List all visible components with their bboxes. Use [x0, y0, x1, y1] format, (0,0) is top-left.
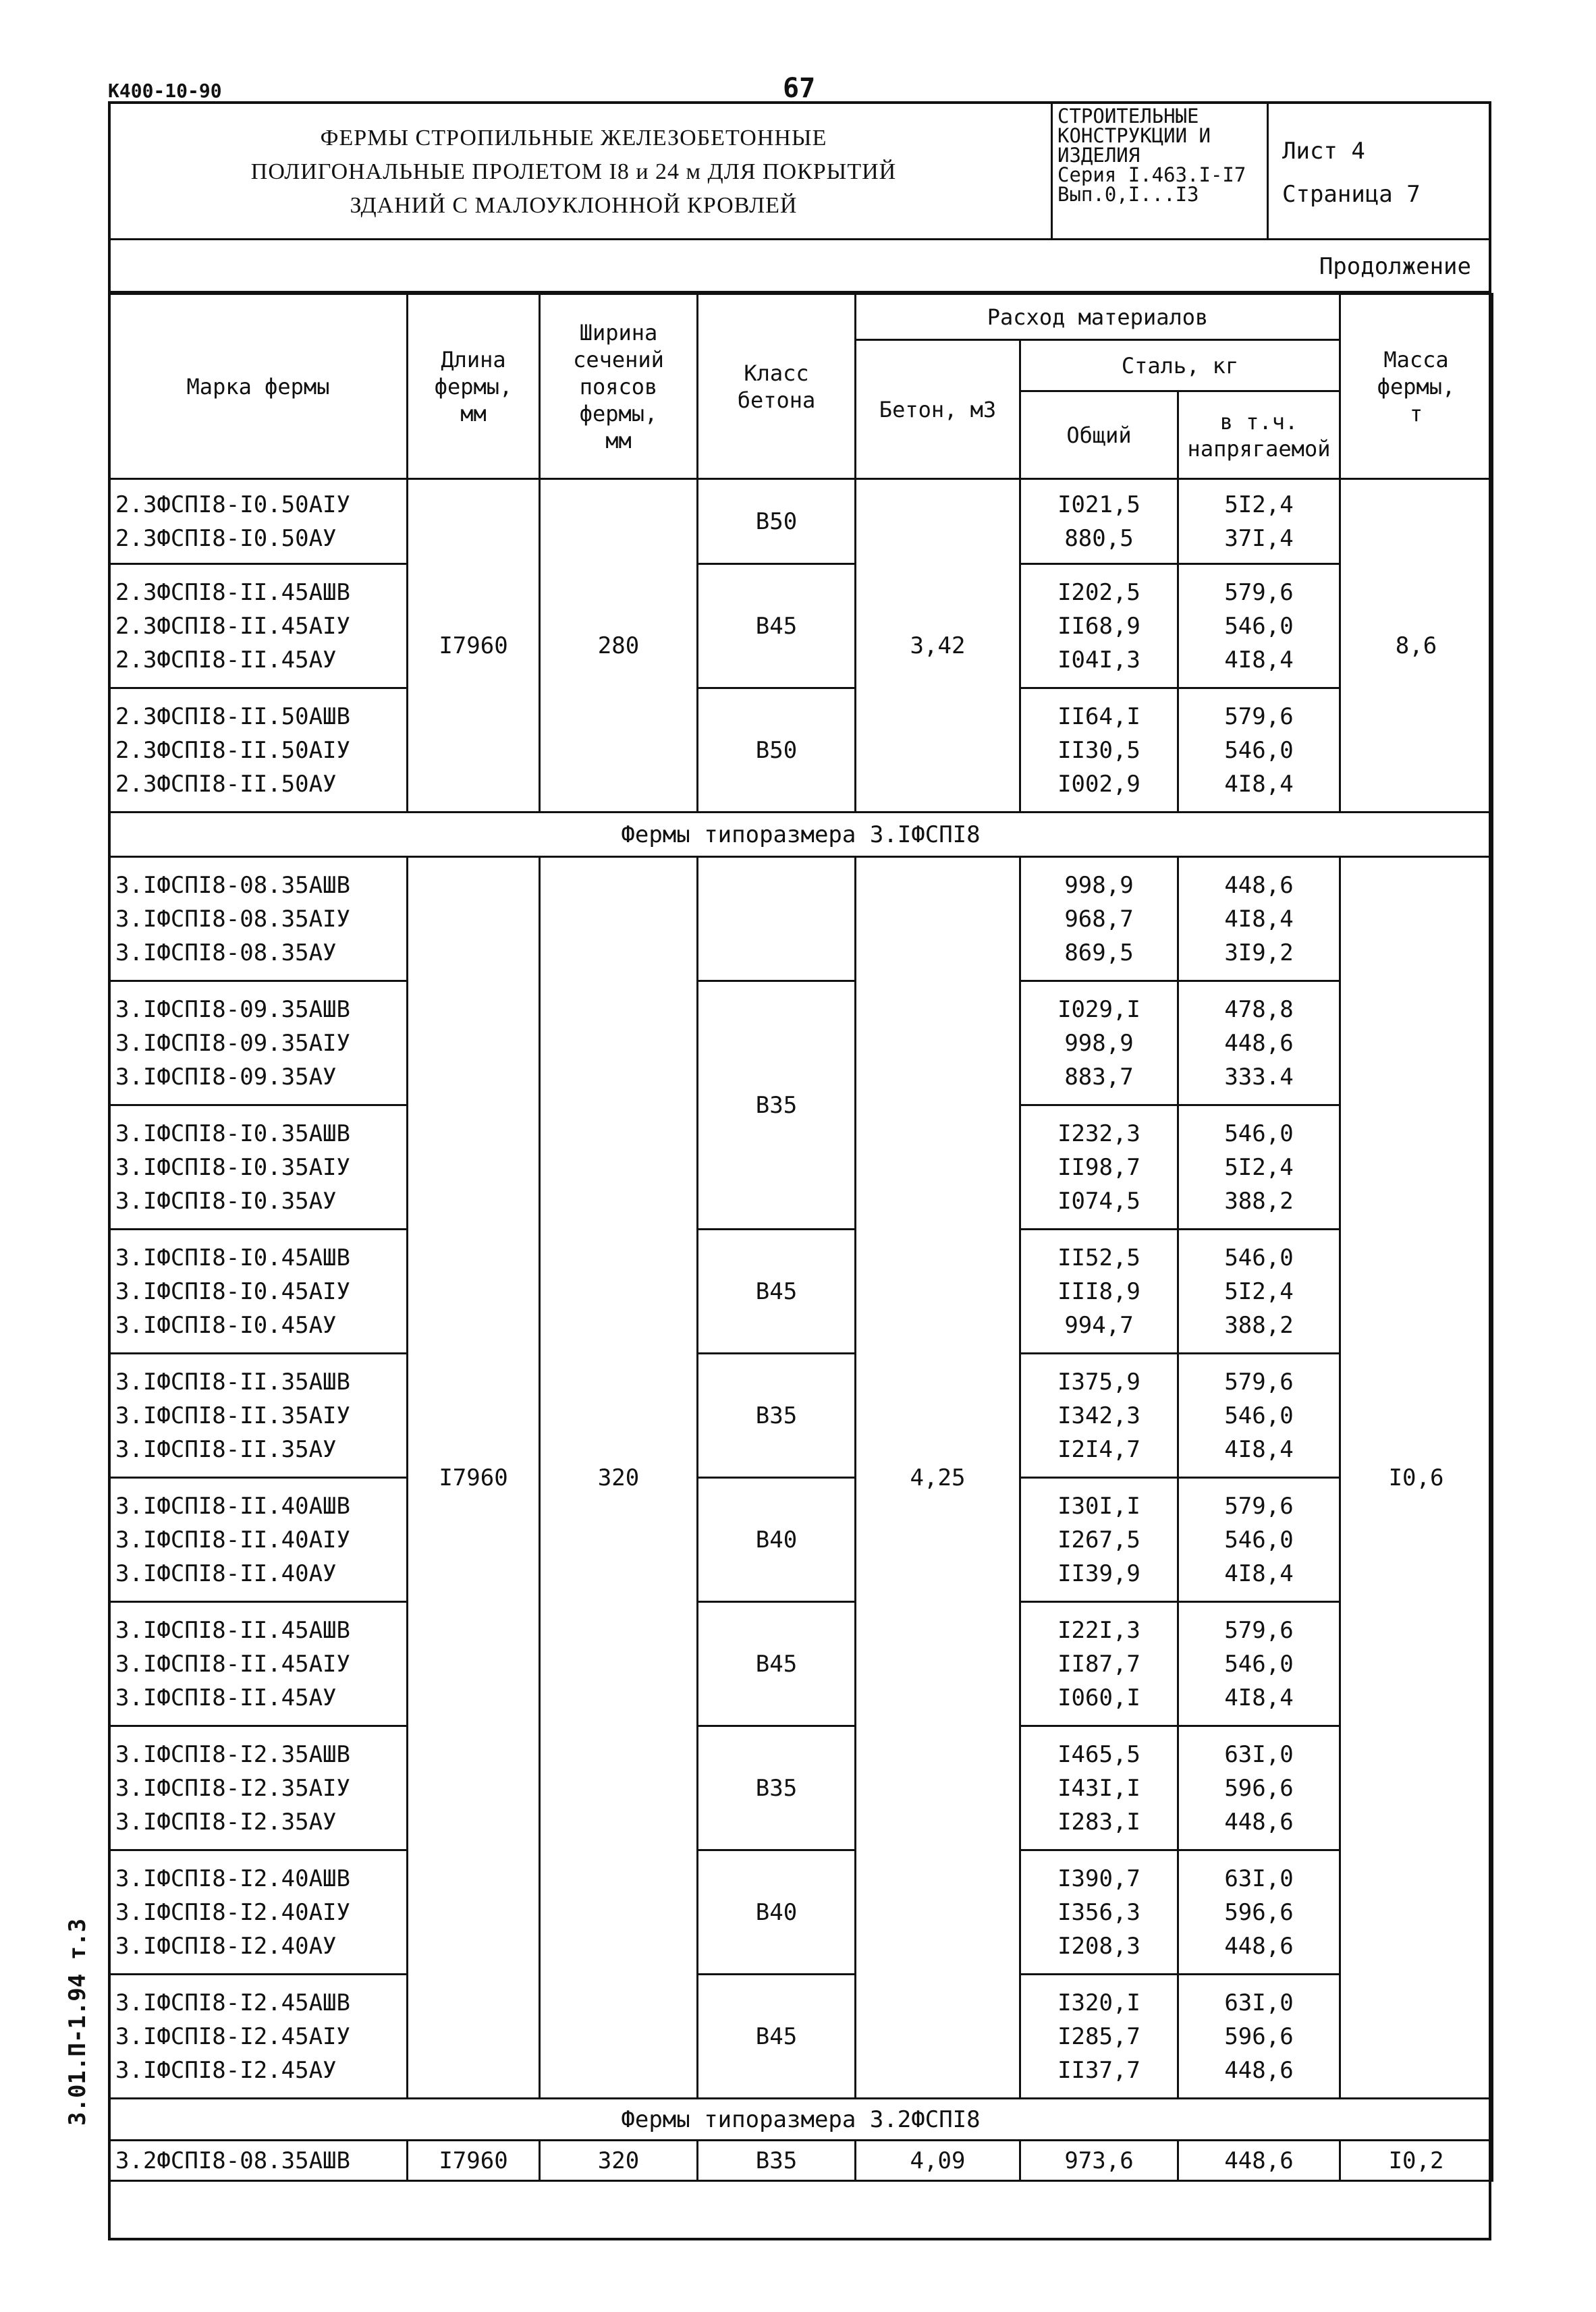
concrete-cell: 4,09 [856, 2141, 1020, 2181]
cell-line: 3.IФСПI8-II.45АIУ [115, 1650, 350, 1678]
col-steel-total: Общий [1020, 391, 1178, 479]
cell-line: 63I,0 [1224, 1740, 1294, 1768]
cell-line: 3.IФСПI8-09.35АШВ [115, 995, 350, 1023]
steel-prestressed-cell [1178, 857, 1340, 981]
concrete-cell: 4,25 [856, 857, 1020, 2099]
length-cell: I7960 [408, 857, 540, 2099]
cell-line: 63I,0 [1224, 1989, 1294, 2016]
table-row [109, 1726, 1493, 1850]
cell-line: 3.IФСПI8-I0.35АШВ [115, 1120, 350, 1147]
steel-total-cell: 973,6 [1020, 2141, 1178, 2181]
cell-line: 333.4 [1224, 1063, 1294, 1091]
cell-line: II98,7 [1057, 1153, 1140, 1181]
title-line: ЗДАНИЙ С МАЛОУКЛОННОЙ КРОВЛЕЙ [350, 193, 798, 218]
col-mark: Марка фермы [109, 294, 408, 479]
steel-prestressed-cell [1178, 479, 1340, 564]
cell-line: 4I8,4 [1224, 646, 1294, 673]
cell-line: I2I4,7 [1057, 1435, 1140, 1463]
steel-total-cell [1020, 1975, 1178, 2099]
cell-line: 869,5 [1064, 939, 1134, 966]
cell-line: 2.3ФСПI8-I0.50АУ [115, 524, 337, 552]
col-steel-prestressed: в т.ч. напрягаемой [1178, 391, 1340, 479]
steel-total-cell [1020, 688, 1178, 813]
cell-line: 546,0 [1224, 612, 1294, 640]
cell-line: II52,5 [1057, 1244, 1140, 1271]
cell-line: 883,7 [1064, 1063, 1134, 1091]
series-info [1057, 107, 1246, 204]
concrete-class-cell: В45 [698, 1602, 856, 1726]
sheet-info [1282, 130, 1421, 216]
concrete-class-cell: В50 [698, 479, 856, 564]
mark-cell: 3.2ФСПI8-08.35АШВ [109, 2141, 408, 2181]
cell-line: 388,2 [1224, 1187, 1294, 1215]
steel-prestressed-cell [1178, 564, 1340, 688]
table-row [109, 2141, 1493, 2181]
table-row [109, 479, 1493, 564]
width-cell: 280 [540, 479, 698, 813]
cell-line: 546,0 [1224, 1244, 1294, 1271]
steel-prestressed-cell [1178, 1105, 1340, 1230]
cell-line: I060,I [1057, 1684, 1140, 1711]
cell-line: 5I2,4 [1224, 491, 1294, 518]
steel-total-cell [1020, 1726, 1178, 1850]
cell-line: 3.IФСПI8-I0.45АIУ [115, 1277, 350, 1305]
concrete-class-cell: В50 [698, 688, 856, 813]
cell-line: I390,7 [1057, 1865, 1140, 1892]
steel-prestressed-cell [1178, 688, 1340, 813]
cell-line: 3.IФСПI8-II.40АIУ [115, 1526, 350, 1553]
col-width: Ширина сечений поясов фермы, мм [540, 294, 698, 479]
cell-line: I267,5 [1057, 1526, 1140, 1553]
cell-line: 3.IФСПI8-I0.35АIУ [115, 1153, 350, 1181]
cell-line: 4I8,4 [1224, 770, 1294, 798]
steel-total-cell [1020, 1354, 1178, 1478]
table-row [109, 688, 1493, 813]
concrete-class-cell: В35 [698, 1354, 856, 1478]
series-line: Вып.0,I...I3 [1057, 183, 1199, 206]
cell-line: 3I9,2 [1224, 939, 1294, 966]
cell-line: I22I,3 [1057, 1616, 1140, 1644]
cell-line: 3.IФСПI8-08.35АIУ [115, 905, 350, 933]
mark-cell [109, 1354, 408, 1478]
table-row [109, 857, 1493, 981]
cell-line: 37I,4 [1224, 524, 1294, 552]
mass-cell: I0,6 [1340, 857, 1493, 2099]
cell-line: 3.IФСПI8-II.35АУ [115, 1435, 337, 1463]
concrete-class-cell: В35 [698, 1726, 856, 1850]
steel-total-cell [1020, 857, 1178, 981]
col-concrete-class: Класс бетона [698, 294, 856, 479]
cell-line: II64,I [1057, 703, 1140, 730]
series-line: ИЗДЕЛИЯ [1057, 144, 1140, 167]
cell-line: 3.IФСПI8-I0.35АУ [115, 1187, 337, 1215]
cell-line: I43I,I [1057, 1774, 1140, 1802]
cell-line: 998,9 [1064, 1029, 1134, 1057]
concrete-class-cell: В40 [698, 1850, 856, 1975]
cell-line: 579,6 [1224, 1492, 1294, 1520]
page-number: 67 [783, 73, 816, 104]
specification-table [108, 293, 1493, 2182]
col-steel: Сталь, кг [1020, 340, 1340, 391]
section-title: Фермы типоразмера 3.2ФСПI8 [109, 2099, 1493, 2141]
table-row [109, 1850, 1493, 1975]
cell-line: I320,I [1057, 1989, 1140, 2016]
steel-prestressed-cell: 448,6 [1178, 2141, 1340, 2181]
steel-prestressed-cell [1178, 1354, 1340, 1478]
steel-prestressed-cell [1178, 1478, 1340, 1602]
cell-line: 546,0 [1224, 1650, 1294, 1678]
cell-line: 3.IФСПI8-II.40АУ [115, 1560, 337, 1587]
cell-line: I356,3 [1057, 1898, 1140, 1926]
mark-cell [109, 857, 408, 981]
cell-line: 3.IФСПI8-I2.35АIУ [115, 1774, 350, 1802]
cell-line: 448,6 [1224, 2056, 1294, 2084]
cell-line: 4I8,4 [1224, 1560, 1294, 1587]
cell-line: 546,0 [1224, 1402, 1294, 1429]
cell-line: 596,6 [1224, 2022, 1294, 2050]
steel-prestressed-cell [1178, 1602, 1340, 1726]
steel-total-cell [1020, 1230, 1178, 1354]
table-row [109, 1975, 1493, 2099]
concrete-cell: 3,42 [856, 479, 1020, 813]
section-title: Фермы типоразмера 3.IФСПI8 [109, 813, 1493, 857]
steel-total-cell [1020, 1105, 1178, 1230]
cell-line: 880,5 [1064, 524, 1134, 552]
cell-line: 994,7 [1064, 1311, 1134, 1339]
cell-line: I375,9 [1057, 1368, 1140, 1396]
header-row [109, 294, 1493, 340]
cell-line: III8,9 [1057, 1277, 1140, 1305]
table-row [109, 564, 1493, 688]
cell-line: 3.IФСПI8-I2.40АУ [115, 1932, 337, 1960]
mark-cell [109, 1602, 408, 1726]
table-row [109, 1478, 1493, 1602]
concrete-class-cell: В45 [698, 1975, 856, 2099]
cell-line: 3.IФСПI8-I2.45АШВ [115, 1989, 350, 2016]
cell-line: I074,5 [1057, 1187, 1140, 1215]
mark-cell [109, 1975, 408, 2099]
concrete-class-cell: В35 [698, 981, 856, 1230]
cell-line: II30,5 [1057, 736, 1140, 764]
cell-line: 3.IФСПI8-08.35АШВ [115, 871, 350, 899]
steel-prestressed-cell [1178, 1850, 1340, 1975]
cell-line: I002,9 [1057, 770, 1140, 798]
cell-line: 3.IФСПI8-I2.35АУ [115, 1808, 337, 1836]
section-row [109, 2099, 1493, 2141]
cell-line: 596,6 [1224, 1774, 1294, 1802]
cell-line: 63I,0 [1224, 1865, 1294, 1892]
mark-cell [109, 1478, 408, 1602]
concrete-class-cell [698, 857, 856, 981]
steel-total-cell [1020, 479, 1178, 564]
cell-line: 546,0 [1224, 736, 1294, 764]
cell-line: 596,6 [1224, 1898, 1294, 1926]
series-line: Серия I.463.I-I7 [1057, 163, 1246, 186]
steel-total-cell [1020, 1602, 1178, 1726]
concrete-class-cell: В35 [698, 2141, 856, 2181]
steel-total-cell [1020, 1850, 1178, 1975]
sheet-number: Лист 4 [1282, 138, 1365, 165]
mark-cell [109, 479, 408, 564]
cell-line: 4I8,4 [1224, 1435, 1294, 1463]
cell-line: 2.3ФСПI8-II.50АIУ [115, 736, 350, 764]
length-cell: I7960 [408, 2141, 540, 2181]
cell-line: 5I2,4 [1224, 1277, 1294, 1305]
cell-line: 579,6 [1224, 1616, 1294, 1644]
cell-line: 579,6 [1224, 703, 1294, 730]
steel-total-cell [1020, 981, 1178, 1105]
section-row [109, 813, 1493, 857]
cell-line: 579,6 [1224, 1368, 1294, 1396]
cell-line: 3.IФСПI8-II.35АШВ [115, 1368, 350, 1396]
series-line: КОНСТРУКЦИИ И [1057, 124, 1211, 147]
cell-line: 3.IФСПI8-I2.40АIУ [115, 1898, 350, 1926]
cell-line: I285,7 [1057, 2022, 1140, 2050]
col-concrete: Бетон, м3 [856, 340, 1020, 479]
cell-line: I232,3 [1057, 1120, 1140, 1147]
cell-line: 546,0 [1224, 1120, 1294, 1147]
title-line: ФЕРМЫ СТРОПИЛЬНЫЕ ЖЕЛЕЗОБЕТОННЫЕ [320, 126, 827, 150]
table-row [109, 1354, 1493, 1478]
cell-line: 3.IФСПI8-II.45АУ [115, 1684, 337, 1711]
table-row [109, 1602, 1493, 1726]
steel-prestressed-cell [1178, 1975, 1340, 2099]
cell-line: II39,9 [1057, 1560, 1140, 1587]
cell-line: 3.IФСПI8-I0.45АУ [115, 1311, 337, 1339]
cell-line: 3.IФСПI8-I2.40АШВ [115, 1865, 350, 1892]
side-code: 3.01.П-1.94 т.3 [64, 1918, 91, 2126]
cell-line: 3.IФСПI8-09.35АIУ [115, 1029, 350, 1057]
concrete-class-cell: В45 [698, 1230, 856, 1354]
mark-cell [109, 1230, 408, 1354]
mark-cell [109, 1850, 408, 1975]
cell-line: 448,6 [1224, 1029, 1294, 1057]
col-materials: Расход материалов [856, 294, 1340, 340]
cell-line: II37,7 [1057, 2056, 1140, 2084]
table-row [109, 1230, 1493, 1354]
cell-line: 448,6 [1224, 1808, 1294, 1836]
cell-line: 3.IФСПI8-08.35АУ [115, 939, 337, 966]
steel-prestressed-cell [1178, 1726, 1340, 1850]
steel-total-cell [1020, 564, 1178, 688]
cell-line: 3.IФСПI8-II.45АШВ [115, 1616, 350, 1644]
cell-line: I30I,I [1057, 1492, 1140, 1520]
cell-line: 2.3ФСПI8-I0.50АIУ [115, 491, 350, 518]
cell-line: 546,0 [1224, 1526, 1294, 1553]
cell-line: 2.3ФСПI8-II.45АШВ [115, 578, 350, 606]
cell-line: 579,6 [1224, 578, 1294, 606]
cell-line: 2.3ФСПI8-II.50АШВ [115, 703, 350, 730]
steel-total-cell [1020, 1478, 1178, 1602]
cell-line: 998,9 [1064, 871, 1134, 899]
steel-prestressed-cell [1178, 1230, 1340, 1354]
page-label: Страница 7 [1282, 181, 1421, 208]
width-cell: 320 [540, 2141, 698, 2181]
mass-cell: I0,2 [1340, 2141, 1493, 2181]
concrete-class-cell: В45 [698, 564, 856, 688]
mark-cell [109, 981, 408, 1105]
width-cell: 320 [540, 857, 698, 2099]
cell-line: I029,I [1057, 995, 1140, 1023]
cell-line: 968,7 [1064, 905, 1134, 933]
col-length: Длина фермы, мм [408, 294, 540, 479]
cell-line: 4I8,4 [1224, 905, 1294, 933]
cell-line: I465,5 [1057, 1740, 1140, 1768]
col-mass: Масса фермы, т [1340, 294, 1493, 479]
cell-line: 2.3ФСПI8-II.50АУ [115, 770, 337, 798]
cell-line: 3.IФСПI8-I2.45АУ [115, 2056, 337, 2084]
mark-cell [109, 1726, 408, 1850]
table-row [109, 981, 1493, 1105]
cell-line: 478,8 [1224, 995, 1294, 1023]
concrete-class-cell: В40 [698, 1478, 856, 1602]
cell-line: I04I,3 [1057, 646, 1140, 673]
cell-line: 3.IФСПI8-I2.45АIУ [115, 2022, 350, 2050]
mark-cell [109, 564, 408, 688]
cell-line: 448,6 [1224, 871, 1294, 899]
continuation-label: Продолжение [1319, 253, 1471, 280]
cell-line: 3.IФСПI8-I0.45АШВ [115, 1244, 350, 1271]
document-title [135, 121, 1012, 223]
cell-line: I342,3 [1057, 1402, 1140, 1429]
cell-line: 3.IФСПI8-II.40АШВ [115, 1492, 350, 1520]
document-code: К400-10-90 [108, 80, 222, 102]
steel-prestressed-cell [1178, 981, 1340, 1105]
length-cell: I7960 [408, 479, 540, 813]
cell-line: 388,2 [1224, 1311, 1294, 1339]
cell-line: 5I2,4 [1224, 1153, 1294, 1181]
cell-line: 2.3ФСПI8-II.45АУ [115, 646, 337, 673]
cell-line: 2.3ФСПI8-II.45АIУ [115, 612, 350, 640]
cell-line: 3.IФСПI8-II.35АIУ [115, 1402, 350, 1429]
cell-line: I283,I [1057, 1808, 1140, 1836]
cell-line: 4I8,4 [1224, 1684, 1294, 1711]
cell-line: I202,5 [1057, 578, 1140, 606]
mass-cell: 8,6 [1340, 479, 1493, 813]
cell-line: II87,7 [1057, 1650, 1140, 1678]
cell-line: 3.IФСПI8-I2.35АШВ [115, 1740, 350, 1768]
cell-line: I021,5 [1057, 491, 1140, 518]
cell-line: I208,3 [1057, 1932, 1140, 1960]
cell-line: 3.IФСПI8-09.35АУ [115, 1063, 337, 1091]
cell-line: II68,9 [1057, 612, 1140, 640]
mark-cell [109, 688, 408, 813]
series-line: СТРОИТЕЛЬНЫЕ [1057, 105, 1199, 128]
cell-line: 448,6 [1224, 1932, 1294, 1960]
title-line: ПОЛИГОНАЛЬНЫЕ ПРОЛЕТОМ I8 и 24 м ДЛЯ ПОКРЫТИЙ [250, 159, 897, 184]
mark-cell [109, 1105, 408, 1230]
